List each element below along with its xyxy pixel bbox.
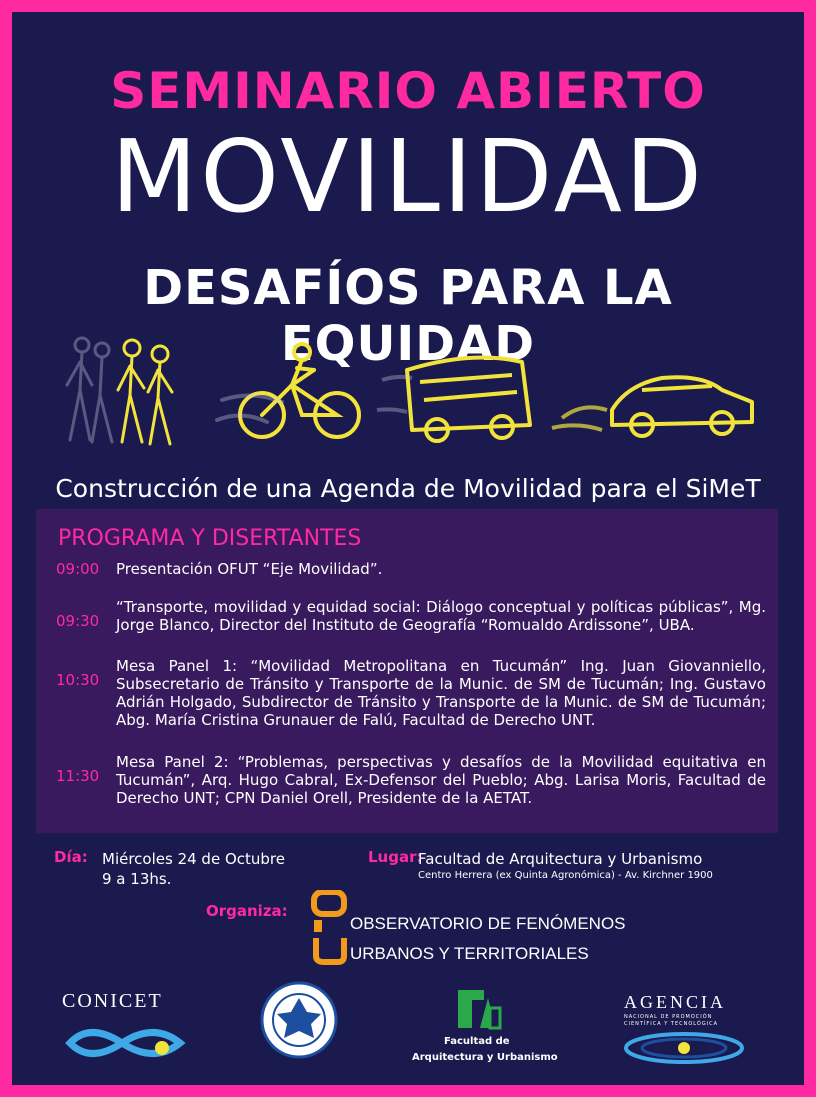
- subtitle: Construcción de una Agenda de Movilidad para el SiMeT: [55, 474, 761, 503]
- entry-time: 10:30: [56, 671, 100, 689]
- title-seminario: SEMINARIO ABIERTO: [110, 62, 706, 120]
- organiza-line2: URBANOS Y TERRITORIALES: [350, 944, 589, 963]
- organiza-line1: OBSERVATORIO DE FENÓMENOS: [350, 914, 626, 933]
- cyclist-illustration: [217, 344, 359, 437]
- poster: [12, 12, 804, 1085]
- conicet-logo: CONICET: [62, 990, 163, 1012]
- bus-illustration: [377, 358, 530, 442]
- agencia-emblem-icon: [622, 1030, 746, 1066]
- entry-time: 09:30: [56, 612, 100, 630]
- dia-date: Miércoles 24 de Octubre: [102, 850, 285, 868]
- fau-line1: Facultad de: [444, 1036, 510, 1047]
- entry-time: 09:00: [56, 560, 100, 578]
- dia-time: 9 a 13hs.: [102, 870, 172, 888]
- fau-line2: Arquitectura y Urbanismo: [412, 1052, 558, 1063]
- program-title: PROGRAMA Y DISERTANTES: [58, 526, 362, 551]
- program-panel: [36, 509, 778, 833]
- conicet-infinity-icon: [60, 1020, 192, 1066]
- title-desafios: DESAFÍOS PARA LA EQUIDAD: [143, 260, 673, 372]
- car-illustration: [552, 377, 752, 436]
- entry-time: 11:30: [56, 767, 100, 785]
- fau-logo-icon: [456, 988, 502, 1030]
- agencia-sub1: NACIONAL DE PROMOCIÓN: [624, 1014, 713, 1020]
- title-movilidad: MOVILIDAD: [111, 118, 705, 235]
- entry-text: Mesa Panel 1: “Movilidad Metropolitana en Tucumán” Ing. Juan Giovanniello, Subsecretario de Tránsito y Transporte de la Munic. de SM de Tucumán; Ing. Gustavo Adrián Holgado, Subdirector de Tránsito y Transporte de la Munic. de SM de Tucumán; Abg. María Cristina Grunauer de Falú, Facultad de Derecho UNT.: [116, 657, 766, 729]
- agencia-sub2: CIENTÍFICA Y TECNOLÓGICA: [624, 1021, 719, 1027]
- entry-text: Presentación OFUT “Eje Movilidad”.: [116, 560, 383, 578]
- organiza-label: Organiza:: [206, 902, 288, 920]
- ofut-logo-icon: [310, 890, 350, 966]
- dia-label: Día:: [54, 848, 88, 866]
- pedestrians-illustration: [67, 338, 172, 444]
- entry-text: “Transporte, movilidad y equidad social: Diálogo conceptual y políticas públicas”, Mg. Jorge Blanco, Director del Instituto de Geografía “Romualdo Ardissone”, UBA.: [116, 598, 766, 634]
- agencia-logo: AGENCIA: [624, 992, 726, 1012]
- lugar-address: Centro Herrera (ex Quinta Agronómica) - Av. Kirchner 1900: [418, 870, 713, 881]
- lugar-label: Lugar:: [368, 848, 423, 866]
- unt-seal-icon: [259, 980, 339, 1060]
- lugar-name: Facultad de Arquitectura y Urbanismo: [418, 850, 703, 868]
- entry-text: Mesa Panel 2: “Problemas, perspectivas y desafíos de la Movilidad equitativa en Tucumán”, Arq. Hugo Cabral, Ex-Defensor del Pueblo; Abg. Larisa Moris, Facultad de Derecho UNT; CPN Daniel Orell, Presidente de la AETAT.: [116, 753, 766, 807]
- mobility-illustration: [52, 330, 772, 460]
